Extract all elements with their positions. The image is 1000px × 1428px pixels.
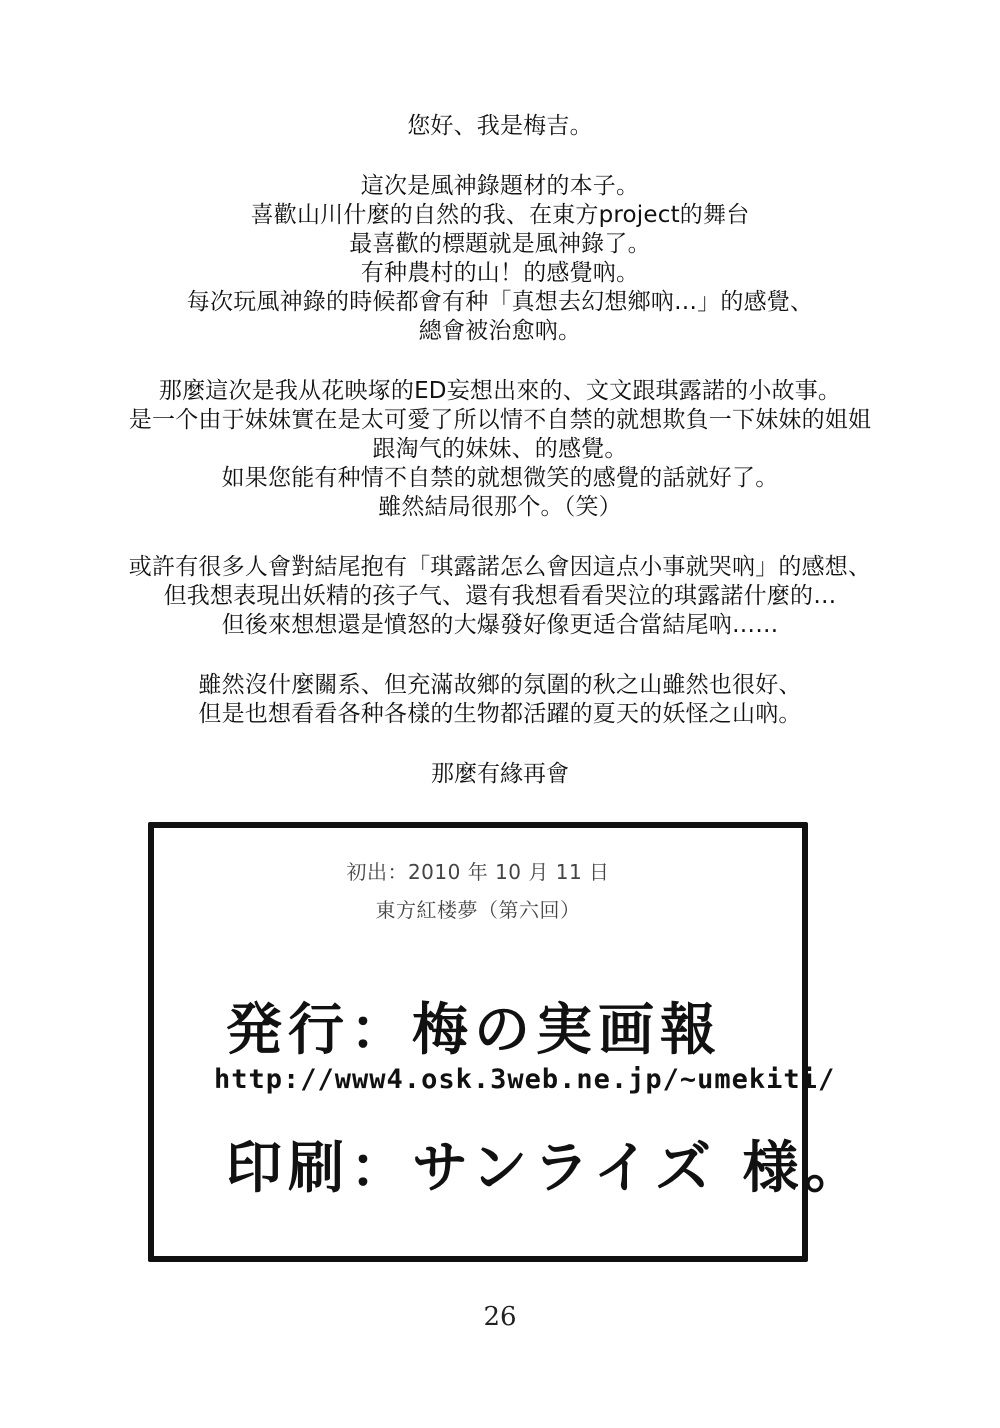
- event-name: 東方紅楼夢（第六回）: [375, 898, 581, 922]
- text-line: 或許有很多人會對結尾抱有「琪露諾怎么會因這点小事就哭吶」的感想、: [128, 554, 872, 580]
- text-line: 是一个由于妹妹實在是太可愛了所以情不自禁的就想欺負一下妹妹的姐姐: [128, 407, 872, 433]
- text-line: 跟淘气的妹妹、的感覺。: [372, 436, 628, 462]
- closing-line: 那麼有緣再會: [431, 761, 569, 787]
- text-line: 但後來想想還是憤怒的大爆發好像更适合當結尾吶……: [221, 612, 779, 638]
- colophon-box: [148, 822, 867, 1262]
- website-url: http://www4.osk.3web.ne.jp/~umekiti/: [214, 1064, 836, 1095]
- text-line: 最喜歡的標題就是風神錄了。: [349, 231, 651, 257]
- printer-credit: 印刷：サンライズ 様。: [226, 1136, 867, 1201]
- text-line: 喜歡山川什麼的自然的我、在東方project的舞台: [250, 202, 750, 228]
- text-line: 如果您能有种情不自禁的就想微笑的感覺的話就好了。: [221, 465, 779, 491]
- text-line: 那麼這次是我从花映塚的ED妄想出來的、文文跟琪露諾的小故事。: [158, 378, 842, 404]
- text-line: 有种農村的山！的感覺吶。: [360, 260, 640, 286]
- paragraph-3: [0, 553, 1000, 640]
- text-line: 這次是風神錄題材的本子。: [360, 173, 640, 199]
- paragraph-2: [0, 377, 1000, 522]
- afterword: [0, 112, 1000, 789]
- text-line: 每次玩風神錄的時候都會有种「真想去幻想鄉吶…」的感覺、: [186, 289, 814, 315]
- greeting-line: 您好、我是梅吉。: [407, 113, 593, 139]
- paragraph-4: [0, 671, 1000, 729]
- text-line: 但是也想看看各种各樣的生物都活躍的夏天的妖怪之山吶。: [198, 701, 802, 727]
- text-line: 雖然沒什麼關系、但充滿故鄉的氛圍的秋之山雖然也很好、: [198, 672, 802, 698]
- paragraph-1: [0, 172, 1000, 346]
- greeting-paragraph: [0, 112, 1000, 141]
- page-number: 26: [483, 1302, 517, 1332]
- text-line: 總會被治愈吶。: [418, 318, 582, 344]
- text-line: 但我想表現出妖精的孩子气、還有我想看看哭泣的琪露諾什麼的…: [163, 583, 837, 609]
- publisher-credit: 発行：梅の実画報: [226, 998, 722, 1063]
- first-publication-date: 初出：2010 年 10 月 11 日: [346, 860, 610, 884]
- text-line: 雖然結局很那个。（笑）: [378, 494, 622, 520]
